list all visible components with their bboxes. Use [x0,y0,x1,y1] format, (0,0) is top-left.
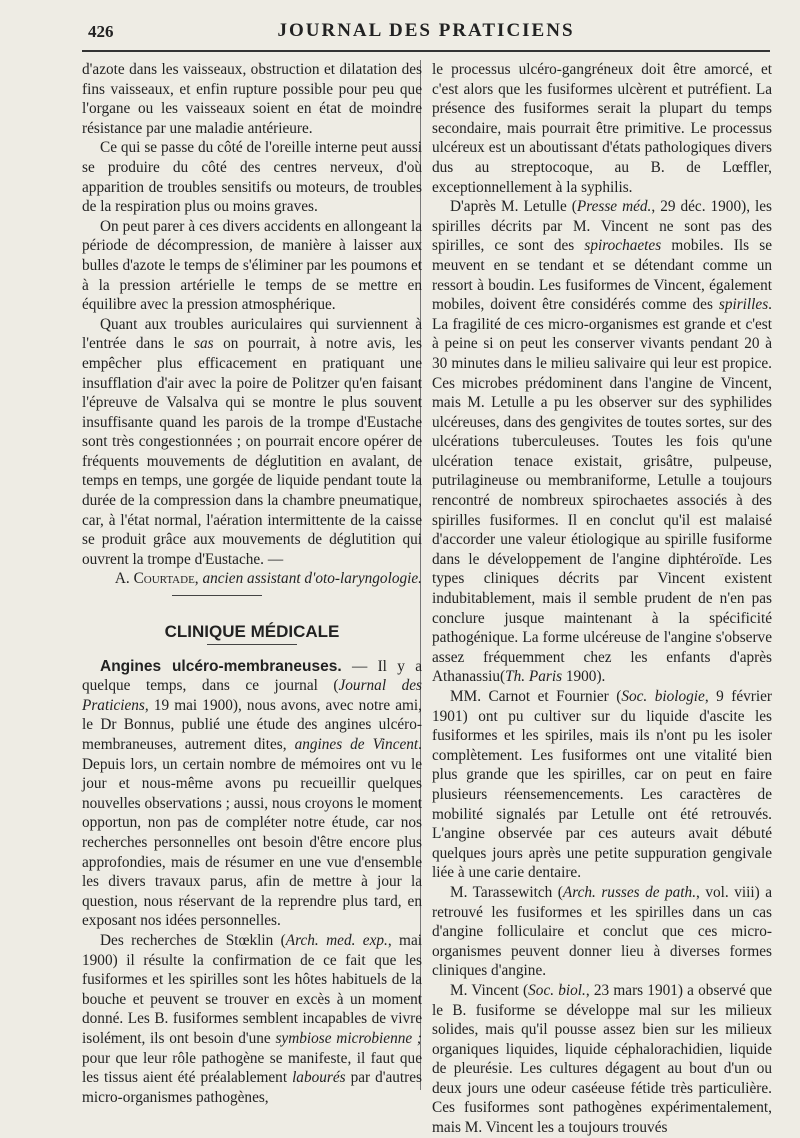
paragraph: D'après M. Letulle (Presse méd., 29 déc. 1900), les spirilles décrits par M. Vincent ne sont pas des spirilles, ce sont des spirochaetes mobiles. Ils se meuvent en se tendant et se détendant comme un ressort à boudin. Les fusiformes de Vincent, également mobiles, doivent être considérés comme des spirilles. La fragilité de ces micro-organismes est grande et c'est à peine si on peut les conserver vivants pendant 20 à 30 minutes dans le milieu salivaire qui leur est propice. Ces microbes prédominent dans l'angine de Vincent, mais M. Letulle a pu les observer sur des syphilides ulcéreuses, dans des gengivites de toutes sortes, sur des ulcérations tuberculeuses. Toutes les fois qu'une ulcération tenace existait, grisâtre, pulpeuse, putrilagineuse ou membraniforme, Letulle a toujours rencontré de nombreux spirochaetes associés à des spirilles fusiformes. Il en conclut qu'il est malaisé d'accorder une valeur étiologique au spirille fusiforme dans le développement de l'angine diphtéroïde. Les types cliniques décrits par Vincent existent indubitablement, mais il semble prudent de n'en pas conclure jusque maintenant à la spécificité pathogénique. La forme ulcéreuse de l'angine s'observe assez fréquemment chez les enfants d'après Athanassiu(Th. Paris 1900). [432,198,772,686]
section-rule [207,644,297,645]
header-rule [82,50,770,52]
section-title: CLINIQUE MÉDICALE [164,622,340,642]
page-header [82,20,770,46]
paragraph: Quant aux troubles auriculaires qui surviennent à l'entrée dans le sas on pourrait, à notre avis, les empêcher plus efficacement en pratiquant une insufflation d'air avec la poire de Politzer qu'en faisant l'épreuve de Valsalva qui se montre le plus souvent insuffisante quand les parois de la trompe d'Eustache sont très congestionnées ; on pourrait encore opérer de fréquents mouvements de déglutition en avalant, de temps en temps, une gorgée de liquide pendant toute la durée de la compression dans la chambre pneumatique, car, à l'état normal, l'aération intermittente de la caisse se produit grâce aux mouvements de déglutition qui ouvrent la trompe d'Eustache. — [82,315,423,568]
paragraph: Ce qui se passe du côté de l'oreille interne peut aussi se produire du côté des centres nerveux, d'où apparition de troubles sensitifs ou moteurs, de troubles de la respiration plus ou moins graves. [82,139,422,216]
left-column [82,60,422,1107]
paragraph: le processus ulcéro-gangréneux doit être amorcé, et c'est alors que les fusiformes ulcèrent et putréfient. La présence des fusiformes serait la plupart du temps secondaire, mais pourrait être primitive. Le processus ulcéreux est un aboutissant d'états pathologiques divers dus au streptocoque, au B. de Lœffler, exceptionnellement à la syphilis. [432,61,772,196]
page-number: 426 [88,22,114,41]
paragraph: Des recherches de Stœklin (Arch. med. exp., mai 1900) il résulte la confirmation de ce fait que les fusiformes et les spirilles sont les hôtes habituels de la bouche et peuvent se trouver en excès à un moment donné. Les B. fusiformes semblent incapables de vivre isolément, ils ont besoin d'une symbiose microbienne ; pour que leur rôle pathogène se manifeste, il faut que les tissus aient été préalablement labourés par d'autres micro-organismes pathogènes, [82,931,423,1106]
paragraph: MM. Carnot et Fournier (Soc. biologie, 9 février 1901) ont pu cultiver sur du liquide d'ascite les fusiformes et les spiriles, mais ils n'ont pu les isoler complètement. Les fusiformes ont une vitalité bien plus grande que les spirilles, car on peut en faire plusieurs réensemencements. Les caractères de mobilité signalés par Letulle ont été retrouvés. L'angine observée par ces auteurs avait débuté quelques jours après une petite suppuration gengivale liée à une carie dentaire. [432,688,772,882]
right-column [432,60,772,1138]
article-intro: Angines ulcéro-membraneuses. — Il y a quelque temps, dans ce journal (Journal des Praticiens, 19 mai 1900), nous avons, avec notre ami, le Dr Bonnus, publié une étude des angines ulcéro-membraneuses, autrement dites, angines de Vincent. Depuis lors, un certain nombre de mémoires ont vu le jour et nous-même avons pu recueillir quelques nouvelles observations ; aussi, nous croyons le moment opportun, non pas de compléter notre étude, car nos recherches personnelles ont besoin d'être encore plus approfondies, mais de résumer en une vue d'ensemble les divers travaux parus, afin de mettre à jour la question, nous réservant de la reprendre plus tard, en exposant nos idées personnelles. [82,657,422,930]
running-title: JOURNAL DES PRATICIENS [277,20,575,41]
paragraph: M. Tarassewitch (Arch. russes de path., vol. viii) a retrouvé les fusiformes et les spirilles dans un cas d'angine folliculaire et conclut que ces micro-organismes peuvent donner lieu à diverses formes cliniques d'angine. [432,883,773,980]
paragraph: On peut parer à ces divers accidents en allongeant la période de décompression, de manière à laisser aux bulles d'azote le temps de s'éliminer par les poumons et à la pression artérielle le temps de se mettre en équilibre avec la pression atmosphérique. [82,217,422,314]
paragraph: M. Vincent (Soc. biol., 23 mars 1901) a observé que le B. fusiforme se développe mal sur les milieux solides, mais qu'il pousse assez bien sur les milieux organiques liquides, liquide céphalorachidien, liquide de pleurésie. Les cultures dégagent au bout d'un ou deux jours une odeur caséeuse fétide très particulière. Ces fusiformes sont pathogènes expérimentalement, mais M. Vincent les a toujours trouvés [432,981,773,1137]
article-title: Angines ulcéro-membraneuses. [100,657,342,675]
author-signature: A. Courtade, ancien assistant d'oto-laryngologie. [114,570,422,588]
paragraph: d'azote dans les vaisseaux, obstruction et dilatation des fins vaisseaux, et enfin rupture possible pour peu que l'organe ou les vaisseaux soient en état de moindre résistance par une maladie antérieure. [82,61,422,137]
separator-rule [172,595,262,596]
